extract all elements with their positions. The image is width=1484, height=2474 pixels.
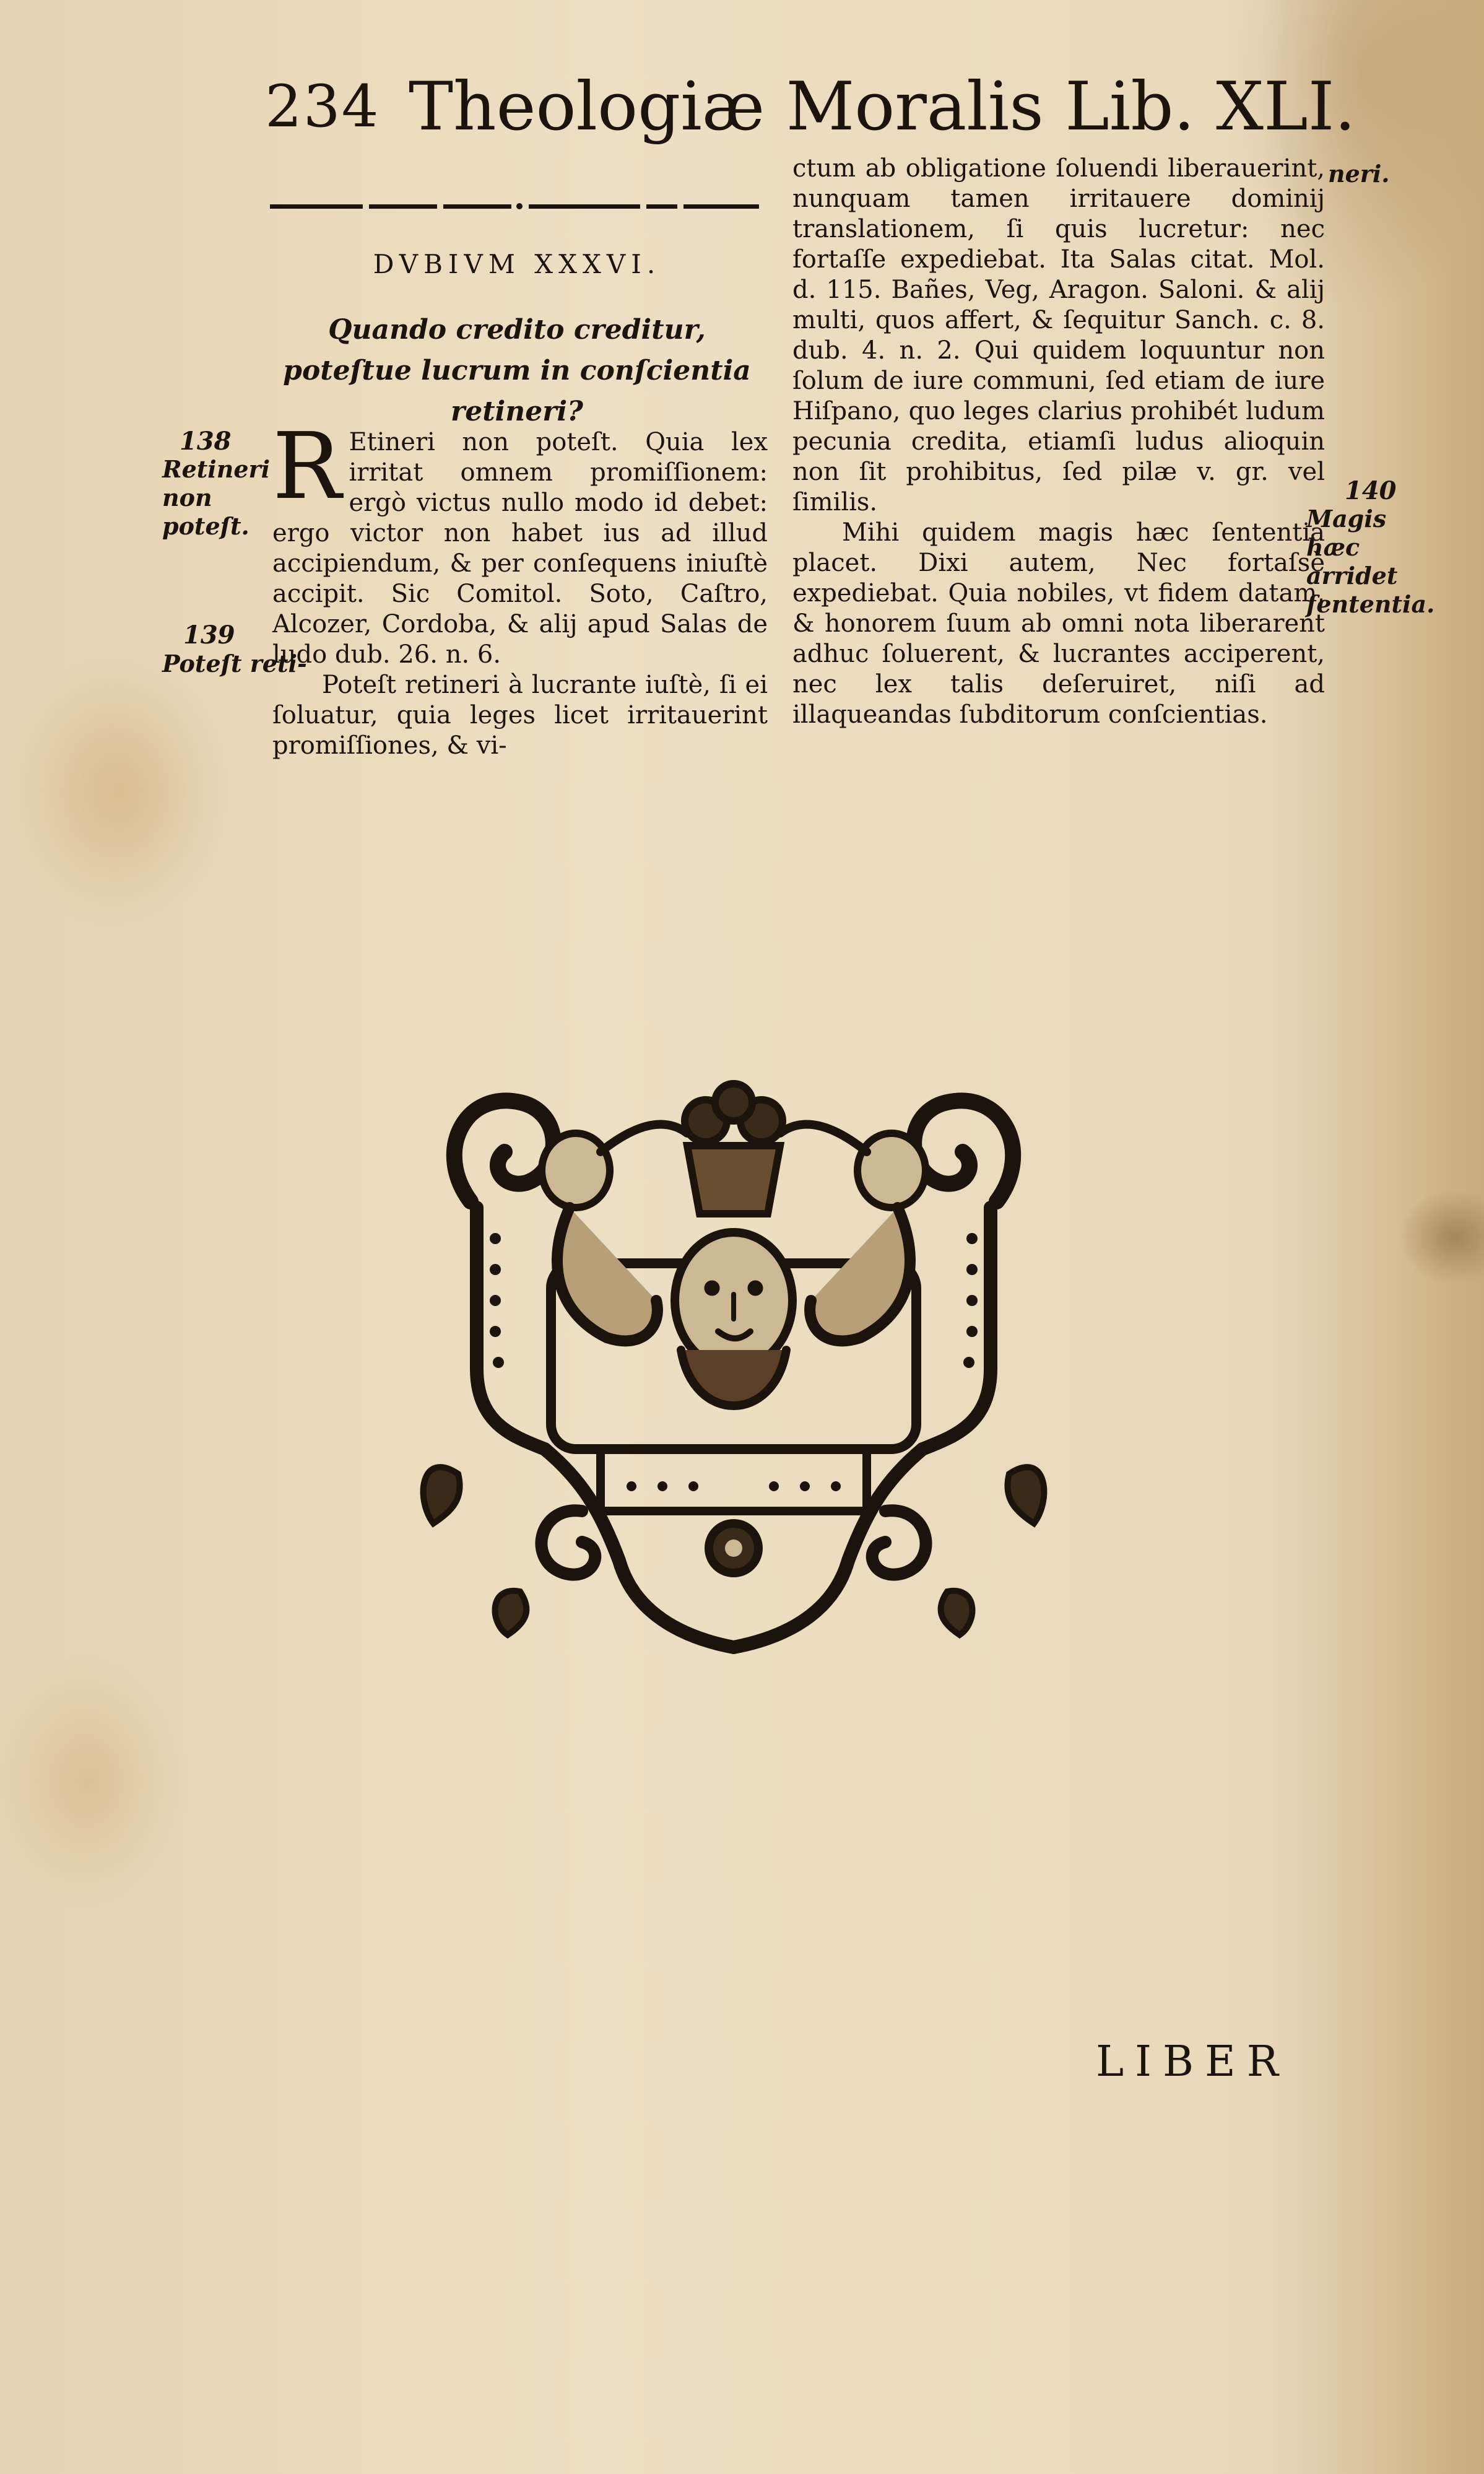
section-question: Quando credito creditur, poteſtue lucrum in conſcientia retineri?	[283, 314, 751, 427]
right-column	[792, 154, 1325, 730]
page-number: 234	[265, 73, 380, 141]
margin-note: Poteſt reti-	[162, 650, 307, 677]
catchword: LIBER	[1096, 2037, 1290, 2086]
margin-note-number: 139	[183, 621, 235, 650]
drop-cap: R	[272, 413, 342, 520]
margin-note: neri.	[1328, 160, 1390, 188]
margin-note-number: 138	[180, 427, 232, 456]
paragraph: ctum ab obligatione ſoluendi liberauerint, nunquam tamen irritauere dominij translationem, ſi quis lucretur: nec fortaſſe expediebat. Ita Salas citat. Mol. d. 115. Bañes, Veg, Aragon. Saloni. & alij multi, quos affert, & ſequitur Sanch. c. 8. dub. 4. n. 2. Qui quidem loquuntur non ſolum de iure communi, ſed etiam de iure Hiſpano, quo leges clarius prohibét ludum pecunia credita, etiamſi ludus alioquin non ſit prohibitus, ſed pilæ v. gr. vel ſimilis.	[792, 154, 1325, 516]
margin-note: Retineri non poteſt.	[162, 455, 271, 540]
section-heading: DVBIVM XXXVI.	[373, 249, 661, 279]
paragraph: R Etineri non poteſt. Quia lex irritat omnem promiſſionem: ergò victus nullo modo id debet: ergo victor non habet ius ad illud accipiendum, & per conſequens iniuſtè accipit. Sic Comitol. Soto, Caſtro, Alcozer, Cordoba, & alij apud Salas de ludo dub. 26. n. 6.	[272, 413, 768, 669]
paragraph: Mihi quidem magis hæc ſententia placet. Dixi autem, Nec fortaſsè expediebat. Quia nobiles, vt fidem datam, & honorem ſuum ab omni nota liberarent adhuc ſoluerent, & lucrantes acciperent, nec lex talis deſeruiret, niſi ad illaqueandas ſubditorum conſcientias.	[792, 518, 1325, 729]
paragraph: Poteſt retineri à lucrante iuſtè, ſi ei ſoluatur, quia leges licet irritauerint promiſſiones, & vi-	[272, 671, 768, 760]
running-title: Theologiæ Moralis Lib. XLI.	[409, 68, 1356, 146]
left-column	[272, 413, 768, 761]
margin-note-number: 140	[1345, 476, 1397, 505]
woodcut-ornament-icon	[396, 1078, 1071, 1691]
title-rule	[270, 204, 759, 209]
margin-note: Magis hæc arridet ſententia.	[1306, 505, 1435, 618]
